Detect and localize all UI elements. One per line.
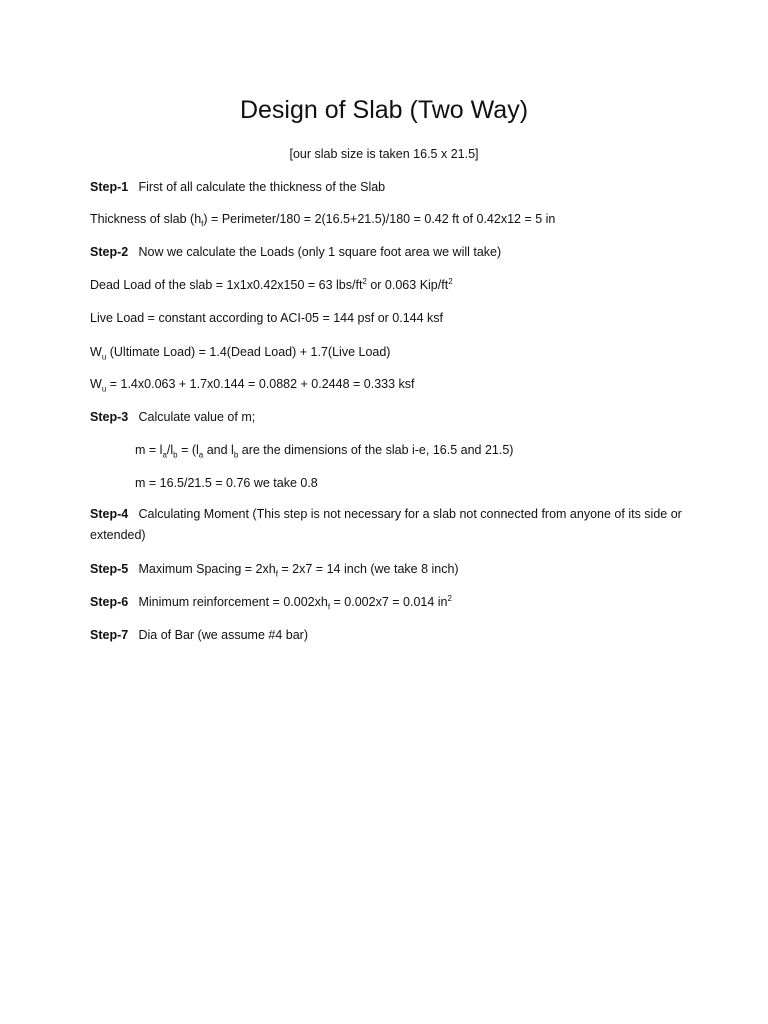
step-2-line bbox=[90, 245, 501, 259]
step-6-text-a: Minimum reinforcement = 0.002xh bbox=[138, 595, 328, 609]
thickness-text-b: ) = Perimeter/180 = 2(16.5+21.5)/180 = 0.42 ft of 0.42x12 = 5 in bbox=[203, 212, 556, 226]
step-2-text: Now we calculate the Loads (only 1 square foot area we will take) bbox=[138, 245, 502, 259]
m1-c: = (l bbox=[177, 443, 199, 457]
live-load-line: Live Load = constant according to ACI-05 = 144 psf or 0.144 ksf bbox=[90, 311, 444, 325]
m1-s2: b bbox=[173, 450, 178, 460]
dead-load-text-b: or 0.063 Kip/ft bbox=[366, 278, 449, 292]
step-4-line bbox=[90, 504, 690, 546]
step-6-sub: f bbox=[327, 602, 331, 612]
dead-load-sup-1: 2 bbox=[362, 276, 367, 286]
step-1-text: First of all calculate the thickness of the Slab bbox=[138, 180, 386, 194]
step-5-sub: f bbox=[275, 569, 278, 579]
m-definition-line bbox=[135, 443, 514, 460]
page-title: Design of Slab (Two Way) bbox=[239, 96, 529, 124]
wu2-sub: u bbox=[101, 384, 107, 394]
step-5-text-b: = 2x7 = 14 inch (we take 8 inch) bbox=[277, 562, 459, 576]
m1-d: and l bbox=[203, 443, 234, 457]
step-1-line bbox=[90, 180, 385, 194]
m1-s1: a bbox=[162, 450, 167, 460]
step-2-label: Step-2 bbox=[90, 245, 129, 259]
thickness-text-a: Thickness of slab (h bbox=[90, 212, 202, 226]
thickness-line bbox=[90, 212, 556, 229]
step-5-text-a: Maximum Spacing = 2xh bbox=[138, 562, 276, 576]
step-7-line bbox=[90, 628, 308, 642]
step-6-text-b: = 0.002x7 = 0.014 in bbox=[330, 595, 448, 609]
step-3-label: Step-3 bbox=[90, 410, 129, 424]
step-4-text: Calculating Moment (This step is not necessary for a slab not connected from anyone of its side or extended) bbox=[90, 507, 682, 542]
step-3-text: Calculate value of m; bbox=[138, 410, 256, 424]
step-7-text: Dia of Bar (we assume #4 bar) bbox=[138, 628, 308, 642]
dead-load-line bbox=[90, 278, 453, 292]
dead-load-sup-2: 2 bbox=[448, 276, 453, 286]
m1-s3: a bbox=[198, 450, 204, 460]
ultimate-load-calc-line bbox=[90, 377, 415, 394]
wu1-text-b: (Ultimate Load) = 1.4(Dead Load) + 1.7(Live Load) bbox=[106, 345, 391, 359]
slab-size-note: [our slab size is taken 16.5 x 21.5] bbox=[289, 147, 479, 161]
m1-b: /l bbox=[166, 443, 174, 457]
wu2-text-b: = 1.4x0.063 + 1.7x0.144 = 0.0882 + 0.2448 = 0.333 ksf bbox=[106, 377, 415, 391]
wu1-sub: u bbox=[101, 352, 107, 362]
ultimate-load-line bbox=[90, 345, 391, 362]
m1-a: m = l bbox=[135, 443, 163, 457]
wu1-text-a: W bbox=[90, 345, 102, 359]
step-5-label: Step-5 bbox=[90, 562, 129, 576]
m-value-line: m = 16.5/21.5 = 0.76 we take 0.8 bbox=[135, 476, 318, 490]
m1-e: are the dimensions of the slab i-e, 16.5 and 21.5) bbox=[238, 443, 514, 457]
step-5-line bbox=[90, 562, 459, 579]
step-4-label: Step-4 bbox=[90, 507, 129, 521]
thickness-sub: f bbox=[201, 219, 204, 229]
step-3-line bbox=[90, 410, 255, 424]
dead-load-text-a: Dead Load of the slab = 1x1x0.42x150 = 63 lbs/ft bbox=[90, 278, 363, 292]
step-6-sup: 2 bbox=[447, 593, 452, 603]
step-6-line bbox=[90, 593, 452, 612]
step-6-label: Step-6 bbox=[90, 595, 129, 609]
step-1-label: Step-1 bbox=[90, 180, 129, 194]
wu2-text-a: W bbox=[90, 377, 102, 391]
step-7-label: Step-7 bbox=[90, 628, 129, 642]
m1-s4: b bbox=[233, 450, 239, 460]
